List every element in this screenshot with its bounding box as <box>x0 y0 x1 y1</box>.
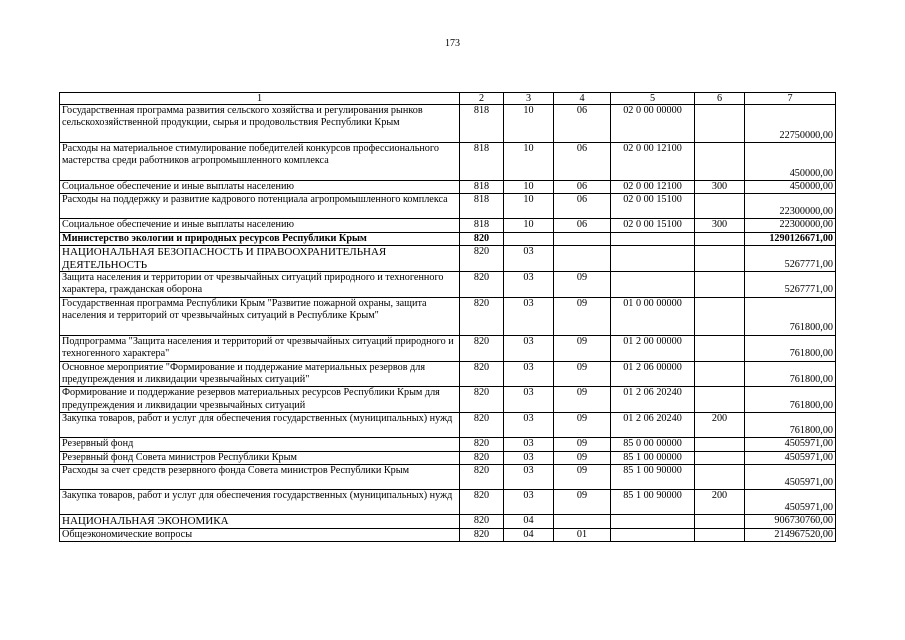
grbs-code-cell: 820 <box>460 490 504 515</box>
subsection-code-cell: 09 <box>554 387 611 413</box>
column-header: 1 <box>60 93 460 105</box>
section-code-cell: 10 <box>504 194 554 219</box>
grbs-code-cell: 820 <box>460 451 504 464</box>
table-row <box>60 361 836 387</box>
subsection-code-cell: 01 <box>554 528 611 541</box>
table-row <box>60 181 836 194</box>
row-name-cell: Защита населения и территории от чрезвычайных ситуаций природного и техногенного характера, гражданская оборона <box>60 272 460 298</box>
section-code-cell: 03 <box>504 246 554 272</box>
grbs-code-cell: 818 <box>460 194 504 219</box>
table-row <box>60 232 836 245</box>
table-row <box>60 528 836 541</box>
column-header: 2 <box>460 93 504 105</box>
expense-type-cell <box>695 105 745 143</box>
section-code-cell: 03 <box>504 335 554 361</box>
subsection-code-cell: 06 <box>554 143 611 181</box>
section-code-cell: 03 <box>504 438 554 451</box>
target-article-cell <box>611 232 695 245</box>
amount-cell: 761800,00 <box>745 361 836 387</box>
expense-type-cell: 200 <box>695 413 745 438</box>
expense-type-cell <box>695 465 745 490</box>
row-name-cell: Резервный фонд Совета министров Республики Крым <box>60 451 460 464</box>
table-row <box>60 105 836 143</box>
table-row <box>60 438 836 451</box>
amount-cell: 4505971,00 <box>745 490 836 515</box>
expense-type-cell <box>695 528 745 541</box>
grbs-code-cell: 820 <box>460 297 504 335</box>
column-header: 5 <box>611 93 695 105</box>
subsection-code-cell <box>554 246 611 272</box>
amount-cell: 761800,00 <box>745 387 836 413</box>
row-name-cell: Социальное обеспечение и иные выплаты населению <box>60 219 460 232</box>
subsection-code-cell: 09 <box>554 361 611 387</box>
table-row <box>60 387 836 413</box>
grbs-code-cell: 820 <box>460 335 504 361</box>
target-article-cell: 02 0 00 00000 <box>611 105 695 143</box>
grbs-code-cell: 820 <box>460 528 504 541</box>
table-row <box>60 515 836 528</box>
amount-cell: 5267771,00 <box>745 272 836 298</box>
expense-type-cell <box>695 297 745 335</box>
row-name-cell: Закупка товаров, работ и услуг для обеспечения государственных (муниципальных) нужд <box>60 413 460 438</box>
grbs-code-cell: 820 <box>460 413 504 438</box>
column-header: 7 <box>745 93 836 105</box>
grbs-code-cell: 818 <box>460 181 504 194</box>
section-code-cell <box>504 232 554 245</box>
grbs-code-cell: 818 <box>460 105 504 143</box>
expense-type-cell <box>695 451 745 464</box>
amount-cell: 4505971,00 <box>745 438 836 451</box>
section-code-cell: 03 <box>504 297 554 335</box>
expense-type-cell <box>695 515 745 528</box>
subsection-code-cell: 09 <box>554 335 611 361</box>
expense-type-cell <box>695 143 745 181</box>
table-row <box>60 490 836 515</box>
expense-type-cell <box>695 246 745 272</box>
row-name-cell: НАЦИОНАЛЬНАЯ ЭКОНОМИКА <box>60 515 460 528</box>
expense-type-cell: 300 <box>695 181 745 194</box>
section-code-cell: 03 <box>504 465 554 490</box>
table-row <box>60 272 836 298</box>
grbs-code-cell: 820 <box>460 272 504 298</box>
expense-type-cell <box>695 335 745 361</box>
target-article-cell <box>611 246 695 272</box>
grbs-code-cell: 820 <box>460 361 504 387</box>
grbs-code-cell: 820 <box>460 387 504 413</box>
row-name-cell: Государственная программа Республики Крым "Развитие пожарной охраны, защита населения и территорий от чрезвычайных ситуаций в Республике Крым" <box>60 297 460 335</box>
expense-type-cell <box>695 272 745 298</box>
section-code-cell: 10 <box>504 219 554 232</box>
target-article-cell: 01 2 06 20240 <box>611 413 695 438</box>
grbs-code-cell: 820 <box>460 515 504 528</box>
target-article-cell: 02 0 00 12100 <box>611 143 695 181</box>
subsection-code-cell: 09 <box>554 438 611 451</box>
column-header: 6 <box>695 93 745 105</box>
row-name-cell: Министерство экологии и природных ресурсов Республики Крым <box>60 232 460 245</box>
row-name-cell: Общеэкономические вопросы <box>60 528 460 541</box>
grbs-code-cell: 818 <box>460 143 504 181</box>
grbs-code-cell: 820 <box>460 232 504 245</box>
subsection-code-cell: 09 <box>554 272 611 298</box>
amount-cell: 450000,00 <box>745 143 836 181</box>
table-row <box>60 413 836 438</box>
row-name-cell: Подпрограмма "Защита населения и территорий от чрезвычайных ситуаций природного и техногенного характера" <box>60 335 460 361</box>
amount-cell: 22300000,00 <box>745 194 836 219</box>
table-row <box>60 143 836 181</box>
target-article-cell: 02 0 00 12100 <box>611 181 695 194</box>
subsection-code-cell: 09 <box>554 451 611 464</box>
target-article-cell <box>611 528 695 541</box>
amount-cell: 906730760,00 <box>745 515 836 528</box>
row-name-cell: Социальное обеспечение и иные выплаты населению <box>60 181 460 194</box>
table-row <box>60 246 836 272</box>
amount-cell: 4505971,00 <box>745 451 836 464</box>
section-code-cell: 03 <box>504 451 554 464</box>
grbs-code-cell: 820 <box>460 465 504 490</box>
target-article-cell: 85 0 00 00000 <box>611 438 695 451</box>
table-row <box>60 219 836 232</box>
amount-cell: 22750000,00 <box>745 105 836 143</box>
row-name-cell: Расходы на поддержку и развитие кадрового потенциала агропромышленного комплекса <box>60 194 460 219</box>
row-name-cell: Закупка товаров, работ и услуг для обеспечения государственных (муниципальных) нужд <box>60 490 460 515</box>
expense-type-cell: 300 <box>695 219 745 232</box>
expense-type-cell <box>695 361 745 387</box>
amount-cell: 761800,00 <box>745 335 836 361</box>
row-name-cell: НАЦИОНАЛЬНАЯ БЕЗОПАСНОСТЬ И ПРАВООХРАНИТЕЛЬНАЯ ДЕЯТЕЛЬНОСТЬ <box>60 246 460 272</box>
subsection-code-cell: 06 <box>554 105 611 143</box>
section-code-cell: 04 <box>504 528 554 541</box>
amount-cell: 22300000,00 <box>745 219 836 232</box>
subsection-code-cell <box>554 232 611 245</box>
subsection-code-cell: 09 <box>554 490 611 515</box>
target-article-cell: 02 0 00 15100 <box>611 194 695 219</box>
row-name-cell: Государственная программа развития сельского хозяйства и регулирования рынков сельскохозяйственной продукции, сырья и продовольствия Республики Крым <box>60 105 460 143</box>
target-article-cell: 01 2 06 00000 <box>611 361 695 387</box>
row-name-cell: Основное мероприятие "Формирование и поддержание материальных резервов для предупреждения и ликвидации чрезвычайных ситуаций" <box>60 361 460 387</box>
amount-cell: 214967520,00 <box>745 528 836 541</box>
section-code-cell: 10 <box>504 181 554 194</box>
amount-cell: 761800,00 <box>745 413 836 438</box>
table-row <box>60 465 836 490</box>
table-row <box>60 297 836 335</box>
column-header-row <box>60 93 836 105</box>
section-code-cell: 03 <box>504 413 554 438</box>
amount-cell: 761800,00 <box>745 297 836 335</box>
expense-type-cell: 200 <box>695 490 745 515</box>
amount-cell: 1290126671,00 <box>745 232 836 245</box>
grbs-code-cell: 820 <box>460 246 504 272</box>
budget-table <box>59 92 836 542</box>
target-article-cell: 01 2 06 20240 <box>611 387 695 413</box>
target-article-cell: 85 1 00 00000 <box>611 451 695 464</box>
section-code-cell: 03 <box>504 387 554 413</box>
amount-cell: 5267771,00 <box>745 246 836 272</box>
amount-cell: 4505971,00 <box>745 465 836 490</box>
table-row <box>60 451 836 464</box>
target-article-cell: 01 2 00 00000 <box>611 335 695 361</box>
subsection-code-cell <box>554 515 611 528</box>
expense-type-cell <box>695 387 745 413</box>
row-name-cell: Формирование и поддержание резервов материальных ресурсов Республики Крым для предупреждения и ликвидации чрезвычайных ситуаций <box>60 387 460 413</box>
grbs-code-cell: 820 <box>460 438 504 451</box>
amount-cell: 450000,00 <box>745 181 836 194</box>
row-name-cell: Резервный фонд <box>60 438 460 451</box>
subsection-code-cell: 09 <box>554 413 611 438</box>
subsection-code-cell: 06 <box>554 181 611 194</box>
target-article-cell <box>611 515 695 528</box>
row-name-cell: Расходы за счет средств резервного фонда Совета министров Республики Крым <box>60 465 460 490</box>
subsection-code-cell: 06 <box>554 219 611 232</box>
target-article-cell: 01 0 00 00000 <box>611 297 695 335</box>
column-header: 3 <box>504 93 554 105</box>
section-code-cell: 03 <box>504 272 554 298</box>
subsection-code-cell: 09 <box>554 465 611 490</box>
table-row <box>60 335 836 361</box>
row-name-cell: Расходы на материальное стимулирование победителей конкурсов профессионального мастерства среди работников агропромышленного комплекса <box>60 143 460 181</box>
subsection-code-cell: 06 <box>554 194 611 219</box>
expense-type-cell <box>695 232 745 245</box>
target-article-cell: 85 1 00 90000 <box>611 490 695 515</box>
page-number: 173 <box>445 38 460 49</box>
grbs-code-cell: 818 <box>460 219 504 232</box>
section-code-cell: 03 <box>504 361 554 387</box>
target-article-cell <box>611 272 695 298</box>
section-code-cell: 10 <box>504 105 554 143</box>
target-article-cell: 85 1 00 90000 <box>611 465 695 490</box>
table-row <box>60 194 836 219</box>
expense-type-cell <box>695 194 745 219</box>
section-code-cell: 10 <box>504 143 554 181</box>
expense-type-cell <box>695 438 745 451</box>
section-code-cell: 04 <box>504 515 554 528</box>
target-article-cell: 02 0 00 15100 <box>611 219 695 232</box>
section-code-cell: 03 <box>504 490 554 515</box>
column-header: 4 <box>554 93 611 105</box>
subsection-code-cell: 09 <box>554 297 611 335</box>
